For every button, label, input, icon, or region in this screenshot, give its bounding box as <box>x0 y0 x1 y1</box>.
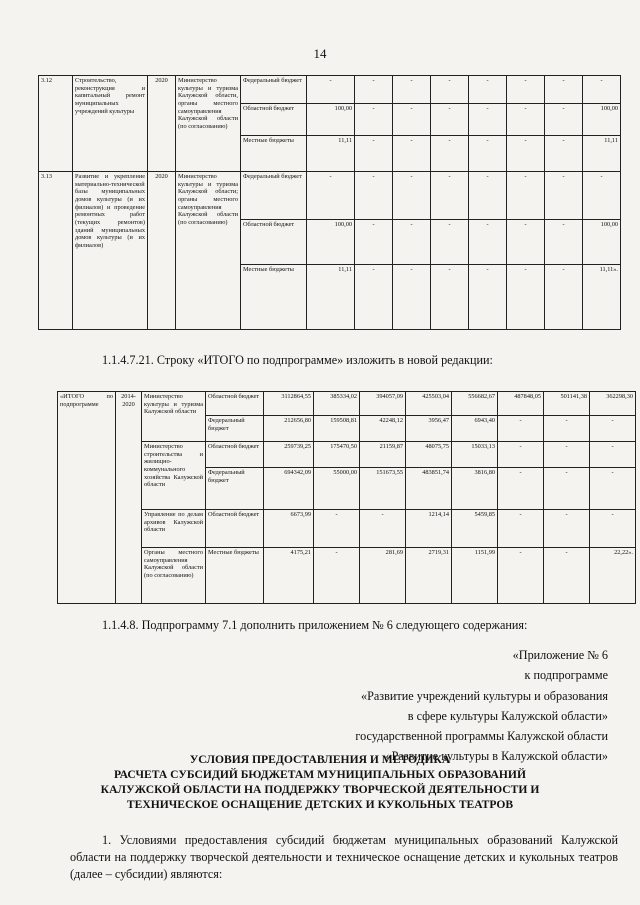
total-cell: 100,00 <box>307 104 355 136</box>
activity-executor: Министерство культуры и туризма Калужской области; органы местного самоуправления Калужской области (по согласованию) <box>176 172 241 330</box>
value-cell: 22,22». <box>590 548 636 604</box>
appendix-line: «Развитие учреждений культуры и образования <box>361 688 608 703</box>
value-cell: - <box>507 265 545 330</box>
appendix-header <box>355 645 608 767</box>
value-cell: 15033,13 <box>452 442 498 468</box>
appendix-line: в сфере культуры Калужской области» <box>407 708 608 723</box>
value-cell: 394057,09 <box>360 392 406 416</box>
value-cell: 21159,87 <box>360 442 406 468</box>
funding-source: Областной бюджет <box>206 392 264 416</box>
value-cell: - <box>544 442 590 468</box>
value-cell: - <box>355 172 393 220</box>
appendix-line: государственной программы Калужской области <box>355 729 608 743</box>
funding-source: Местные бюджеты <box>241 265 307 330</box>
group-executor: Управление по делам архивов Калужской области <box>142 510 206 548</box>
value-cell: - <box>360 510 406 548</box>
value-cell: 3112864,55 <box>264 392 314 416</box>
value-cell: - <box>393 220 431 265</box>
value-cell: - <box>469 265 507 330</box>
value-cell: - <box>431 265 469 330</box>
appendix-line: «Развитие культуры в Калужской области» <box>385 749 608 764</box>
funding-source: Областной бюджет <box>206 510 264 548</box>
value-cell: - <box>355 76 393 104</box>
value-cell: - <box>393 136 431 172</box>
table-row <box>58 510 636 548</box>
page-number: 14 <box>313 46 327 61</box>
value-cell: - <box>590 442 636 468</box>
value-cell: - <box>545 265 583 330</box>
funding-source: Местные бюджеты <box>206 548 264 604</box>
funding-source: Областной бюджет <box>241 104 307 136</box>
total-label: «ИТОГО по подпрограмме <box>58 392 116 604</box>
table-row <box>58 392 636 416</box>
value-cell: 175470,50 <box>314 442 360 468</box>
value-cell: 100,00 <box>583 220 621 265</box>
value-cell: 5459,85 <box>452 510 498 548</box>
funding-source: Областной бюджет <box>206 442 264 468</box>
value-cell: - <box>498 442 544 468</box>
funding-source: Местные бюджеты <box>241 136 307 172</box>
table-row <box>58 442 636 468</box>
value-cell: 6943,40 <box>452 416 498 442</box>
heading-line: ТЕХНИЧЕСКОЕ ОСНАЩЕНИЕ ДЕТСКИХ И КУКОЛЬНЫХ ТЕАТРОВ <box>126 798 514 812</box>
value-cell: - <box>544 416 590 442</box>
value-cell: 501141,38 <box>544 392 590 416</box>
value-cell: 385334,02 <box>314 392 360 416</box>
body-paragraph: 1. Условиями предоставления субсидий бюджетам муниципальных образований Калужской области на поддержку творческой деятельности и техническое оснащение детских и кукольных театров (далее – субсидии) являются: <box>70 833 618 881</box>
heading-line: КАЛУЖСКОЙ ОБЛАСТИ НА ПОДДЕРЖКУ ТВОРЧЕСКОЙ ДЕЯТЕЛЬНОСТИ И <box>100 783 540 797</box>
value-cell: - <box>469 172 507 220</box>
value-cell: - <box>431 76 469 104</box>
value-cell: - <box>590 510 636 548</box>
group-executor: Органы местного самоуправления Калужской области (по согласованию) <box>142 548 206 604</box>
value-cell: - <box>498 416 544 442</box>
value-cell: 48075,75 <box>406 442 452 468</box>
value-cell: 281,69 <box>360 548 406 604</box>
value-cell: - <box>469 136 507 172</box>
value-cell: - <box>498 548 544 604</box>
total-cell: 11,11 <box>307 136 355 172</box>
funding-source: Федеральный бюджет <box>206 416 264 442</box>
value-cell: - <box>583 76 621 104</box>
appendix-line: к подпрограмме <box>524 668 608 683</box>
value-cell: 11,11 <box>583 136 621 172</box>
funding-source: Федеральный бюджет <box>206 468 264 510</box>
value-cell: - <box>545 76 583 104</box>
value-cell: 425503,04 <box>406 392 452 416</box>
value-cell: 6673,99 <box>264 510 314 548</box>
funding-source: Федеральный бюджет <box>241 76 307 104</box>
value-cell: 100,00 <box>583 104 621 136</box>
total-cell: 11,11 <box>307 265 355 330</box>
value-cell: - <box>507 220 545 265</box>
amendment-paragraph-2: 1.1.4.8. Подпрограмму 7.1 дополнить приложением № 6 следующего содержания: <box>102 618 528 632</box>
group-executor: Министерство строительства и жилищно-коммунального хозяйства Калужской области <box>142 442 206 510</box>
value-cell: - <box>545 136 583 172</box>
value-cell: - <box>469 220 507 265</box>
section-heading <box>0 752 640 812</box>
value-cell: - <box>355 220 393 265</box>
value-cell: 4175,21 <box>264 548 314 604</box>
value-cell: - <box>498 468 544 510</box>
program-activities-table <box>38 75 621 330</box>
value-cell: 3956,47 <box>406 416 452 442</box>
value-cell: 11,11». <box>583 265 621 330</box>
value-cell: - <box>545 104 583 136</box>
value-cell: - <box>393 104 431 136</box>
value-cell: 362298,30 <box>590 392 636 416</box>
funding-source: Областной бюджет <box>241 220 307 265</box>
value-cell: - <box>544 548 590 604</box>
value-cell: 151673,55 <box>360 468 406 510</box>
table-row <box>58 548 636 604</box>
value-cell: - <box>431 136 469 172</box>
value-cell: - <box>431 104 469 136</box>
total-cell: 100,00 <box>307 220 355 265</box>
row-number: 3.13 <box>39 172 73 330</box>
amendment-paragraph-1: 1.1.4.7.21. Строку «ИТОГО по подпрограмме» изложить в новой редакции: <box>102 353 493 367</box>
value-cell: - <box>544 510 590 548</box>
value-cell: - <box>507 76 545 104</box>
value-cell: - <box>590 416 636 442</box>
value-cell: - <box>498 510 544 548</box>
value-cell: - <box>393 265 431 330</box>
group-executor: Министерство культуры и туризма Калужской области <box>142 392 206 442</box>
value-cell: - <box>431 172 469 220</box>
value-cell: - <box>314 510 360 548</box>
funding-source: Федеральный бюджет <box>241 172 307 220</box>
value-cell: 3816,80 <box>452 468 498 510</box>
value-cell: 212656,80 <box>264 416 314 442</box>
value-cell: - <box>355 136 393 172</box>
total-cell: - <box>307 76 355 104</box>
value-cell: 259739,25 <box>264 442 314 468</box>
value-cell: - <box>393 172 431 220</box>
row-number: 3.12 <box>39 76 73 172</box>
activity-name: Строительство, реконструкция и капитальный ремонт муниципальных учреждений культуры <box>73 76 148 172</box>
heading-line: УСЛОВИЯ ПРЕДОСТАВЛЕНИЯ И МЕТОДИКА <box>189 753 451 766</box>
value-cell: - <box>469 76 507 104</box>
table-row <box>39 76 621 104</box>
subprogram-total-table <box>57 391 636 604</box>
value-cell: - <box>507 104 545 136</box>
total-cell: - <box>307 172 355 220</box>
value-cell: - <box>314 548 360 604</box>
activity-name: Развитие и укрепление материально-технической базы муниципальных домов культуры (и их филиалов) и проведение ремонтных работ (текущих ремонтов) зданий муниципальных домов культуры (и их филиалов) <box>73 172 148 330</box>
value-cell: - <box>590 468 636 510</box>
table-row <box>39 172 621 220</box>
value-cell: 42248,12 <box>360 416 406 442</box>
value-cell: 483851,74 <box>406 468 452 510</box>
activity-executor: Министерство культуры и туризма Калужской области, органы местного самоуправления Калужской области (по согласованию) <box>176 76 241 172</box>
value-cell: - <box>544 468 590 510</box>
value-cell: 2719,31 <box>406 548 452 604</box>
activity-year: 2020 <box>148 172 176 330</box>
value-cell: 55000,00 <box>314 468 360 510</box>
value-cell: 556682,67 <box>452 392 498 416</box>
total-years: 2014-2020 <box>116 392 142 604</box>
value-cell: - <box>431 220 469 265</box>
value-cell: 487848,05 <box>498 392 544 416</box>
value-cell: - <box>583 172 621 220</box>
value-cell: - <box>393 76 431 104</box>
value-cell: - <box>469 104 507 136</box>
heading-line: РАСЧЕТА СУБСИДИЙ БЮДЖЕТАМ МУНИЦИПАЛЬНЫХ ОБРАЗОВАНИЙ <box>114 768 526 782</box>
activity-year: 2020 <box>148 76 176 172</box>
value-cell: - <box>355 104 393 136</box>
value-cell: - <box>507 172 545 220</box>
value-cell: 1214,14 <box>406 510 452 548</box>
value-cell: 1151,99 <box>452 548 498 604</box>
value-cell: - <box>545 220 583 265</box>
value-cell: - <box>545 172 583 220</box>
value-cell: 159508,81 <box>314 416 360 442</box>
value-cell: 694342,09 <box>264 468 314 510</box>
value-cell: - <box>507 136 545 172</box>
value-cell: - <box>355 265 393 330</box>
appendix-line: «Приложение № 6 <box>512 648 608 662</box>
